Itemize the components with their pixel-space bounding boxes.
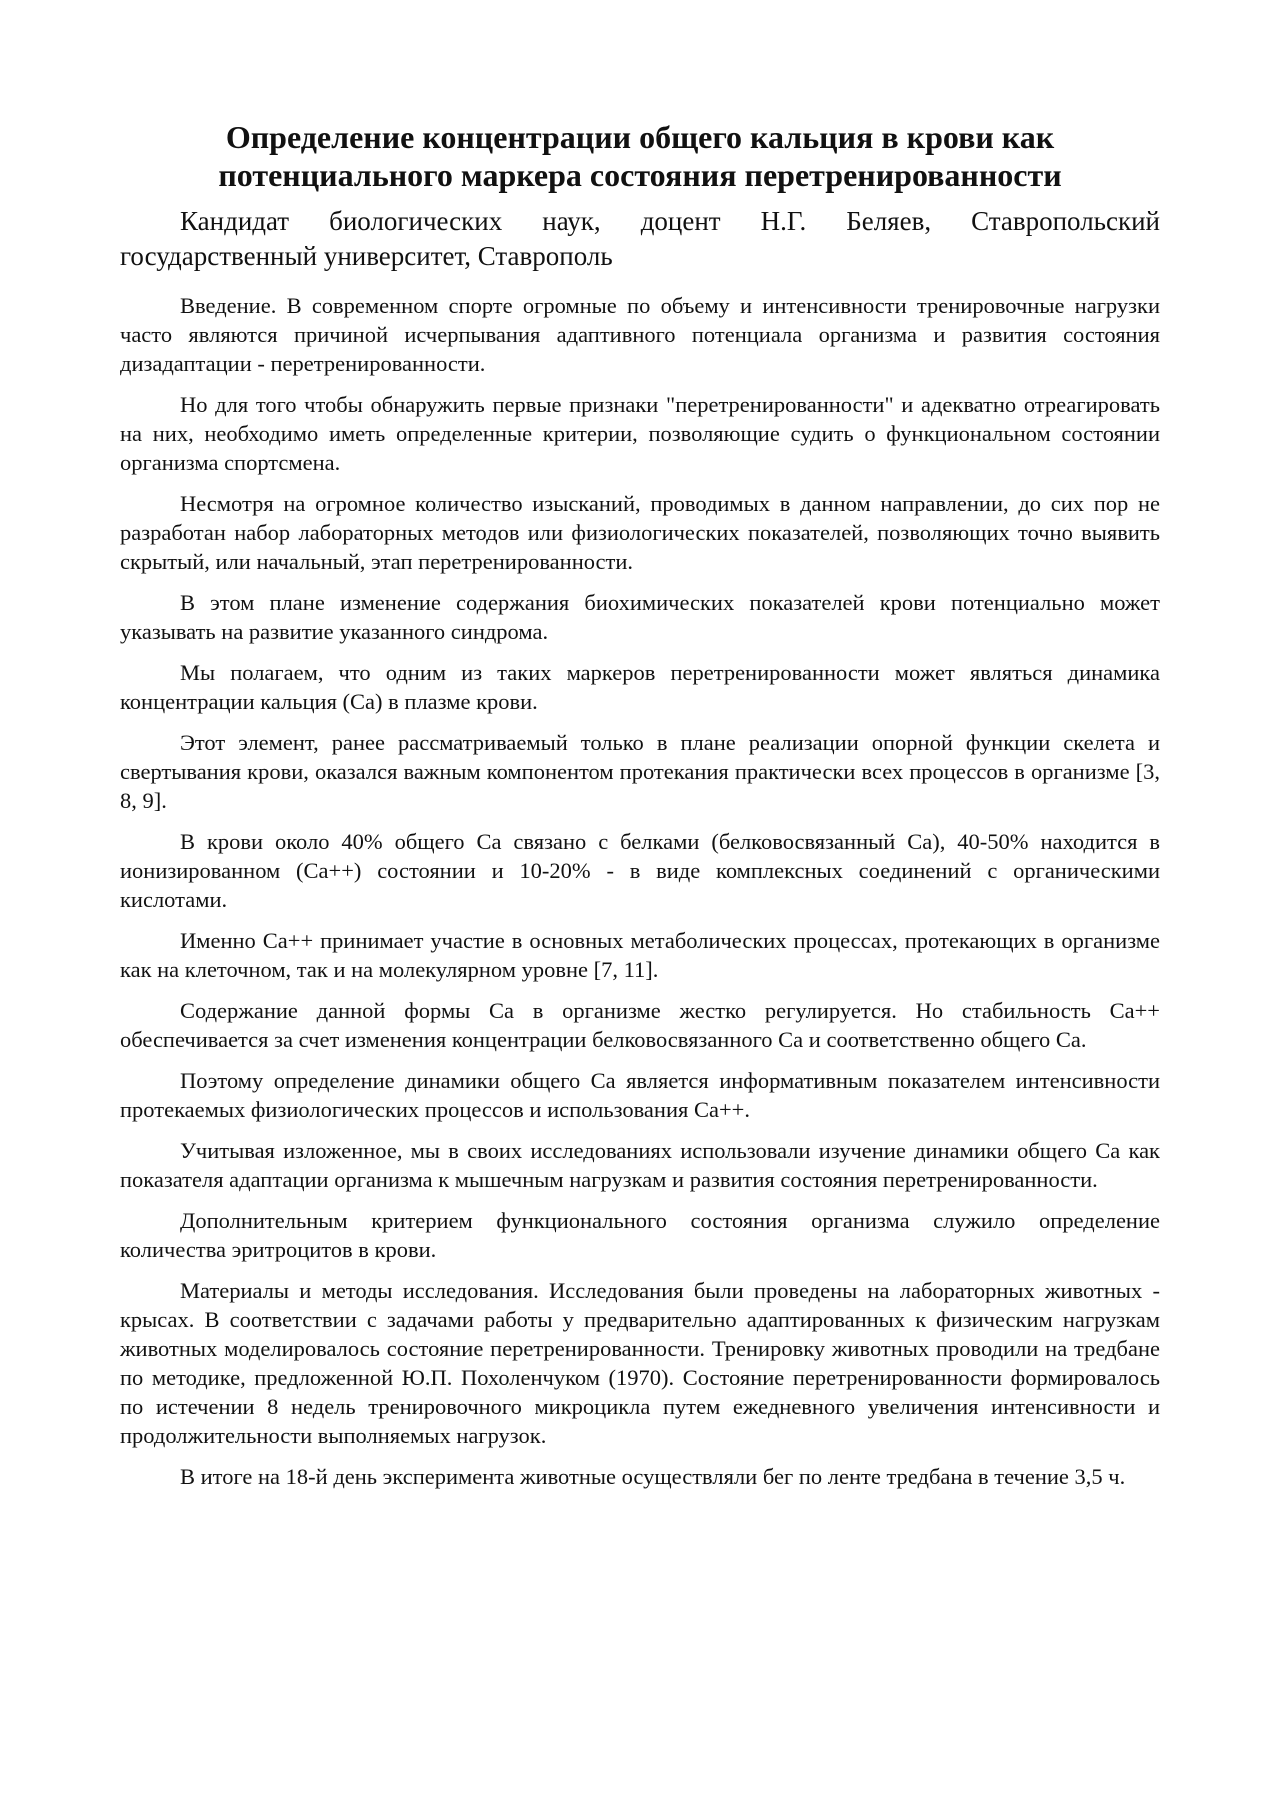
paragraph: Но для того чтобы обнаружить первые признаки "перетренированности" и адекватно отреагировать на них, необходимо иметь определенные критерии, позволяющие судить о функциональном состоянии организма спортсмена.	[120, 392, 1160, 475]
paragraph: В итоге на 18-й день эксперимента животные осуществляли бег по ленте тредбана в течение 3,5 ч.	[180, 1464, 1126, 1489]
paragraph: Мы полагаем, что одним из таких маркеров перетренированности может являться динамика концентрации кальция (Са) в плазме крови.	[120, 660, 1160, 714]
paragraph: В крови около 40% общего Са связано с белками (белковосвязанный Са), 40-50% находится в ионизированном (Са++) состоянии и 10-20% - в виде комплексных соединений с органическими кислотами.	[120, 829, 1160, 912]
paragraph: Несмотря на огромное количество изысканий, проводимых в данном направлении, до сих пор не разработан набор лабораторных методов или физиологических показателей, позволяющих точно выявить скрытый, или начальный, этап перетренированности.	[120, 491, 1160, 574]
paragraph-materials-methods: Материалы и методы исследования. Исследования были проведены на лабораторных животных - крысах. В соответствии с задачами работы у предварительно адаптированных к физическим нагрузкам животных моделировалось состояние перетренированности. Тренировку животных проводили на тредбане по методике, предложенной Ю.П. Похоленчуком (1970). Состояние перетренированности формировалось по истечении 8 недель тренировочного микроцикла путем ежедневного увеличения интенсивности и продолжительности выполняемых нагрузок.	[120, 1278, 1160, 1448]
paragraph: В этом плане изменение содержания биохимических показателей крови потенциально может указывать на развитие указанного синдрома.	[120, 590, 1160, 644]
paragraph: Дополнительным критерием функционального состояния организма служило определение количества эритроцитов в крови.	[120, 1208, 1160, 1262]
document-body	[120, 118, 1160, 1503]
document-title: Определение концентрации общего кальция в крови как потенциального маркера состояния перетренированности	[218, 119, 1062, 193]
paragraph: Содержание данной формы Са в организме жестко регулируется. Но стабильность Са++ обеспечивается за счет изменения концентрации белковосвязанного Са и соответственно общего Са.	[120, 998, 1160, 1052]
paragraph: Учитывая изложенное, мы в своих исследованиях использовали изучение динамики общего Са как показателя адаптации организма к мышечным нагрузкам и развития состояния перетренированности.	[120, 1138, 1160, 1192]
author-line: Кандидат биологических наук, доцент Н.Г. Беляев, Ставропольский государственный университет, Ставрополь	[120, 206, 1160, 271]
paragraph-introduction: Введение. В современном спорте огромные по объему и интенсивности тренировочные нагрузки часто являются причиной исчерпывания адаптивного потенциала организма и развития состояния дизадаптации - перетренированности.	[120, 293, 1160, 376]
paragraph: Именно Са++ принимает участие в основных метаболических процессах, протекающих в организме как на клеточном, так и на молекулярном уровне [7, 11].	[120, 928, 1160, 982]
paragraph: Этот элемент, ранее рассматриваемый только в плане реализации опорной функции скелета и свертывания крови, оказался важным компонентом протекания практически всех процессов в организме [3, 8, 9].	[120, 730, 1160, 813]
paragraph: Поэтому определение динамики общего Са является информативным показателем интенсивности протекаемых физиологических процессов и использования Са++.	[120, 1068, 1160, 1122]
